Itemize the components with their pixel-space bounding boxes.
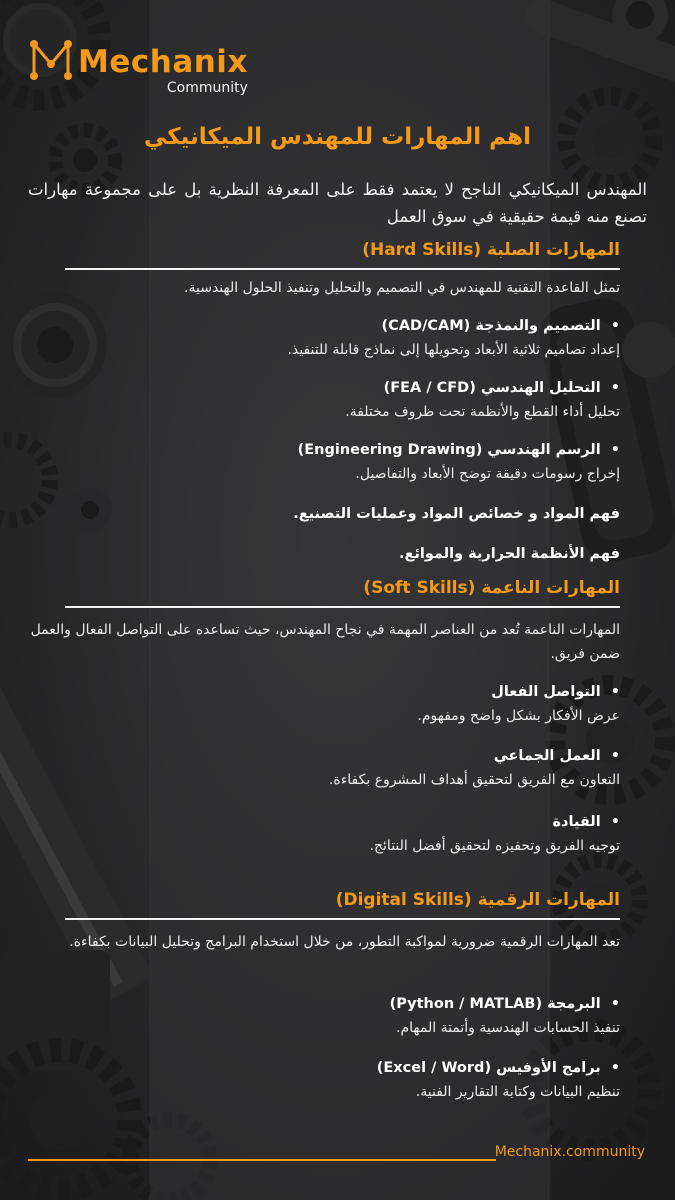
hard-item-fea-desc: تحليل أداء القطع والأنظمة تحت ظروف مختلفة. — [345, 404, 620, 420]
digital-skills-desc: تعد المهارات الرقمية ضرورية لمواكبة التطور، من خلال استخدام البرامج وتحليل البيانات بكفاءة. — [69, 934, 620, 950]
footer-divider — [28, 1159, 496, 1161]
soft-skills-divider — [65, 606, 620, 608]
soft-item-teamwork-title: العمل الجماعي — [493, 748, 601, 764]
hard-skills-divider — [65, 268, 620, 270]
digital-skills-divider — [65, 918, 620, 920]
intro-text: المهندس الميكانيكي الناجح لا يعتمد فقط على المعرفة النظرية بل على مجموعة مهارات تصنع منه قيمة حقيقية في سوق العمل — [28, 180, 647, 226]
bullet: • — [610, 814, 620, 830]
bullet: • — [610, 684, 620, 700]
digital-item-office-desc: تنظيم البيانات وكتابة التقارير الفنية. — [415, 1084, 620, 1100]
soft-item-teamwork-desc: التعاون مع الفريق لتحقيق أهداف المشروع بكفاءة. — [328, 772, 620, 788]
digital-item-programming-desc: تنفيذ الحسابات الهندسية وأتمتة المهام. — [396, 1020, 620, 1036]
digital-item-programming — [28, 996, 620, 1012]
soft-item-communication-title: التواصل الفعال — [491, 684, 601, 700]
hard-item-fea — [28, 380, 620, 396]
hard-item-cad-title: التصميم والنمذجة (CAD/CAM) — [381, 318, 601, 334]
footer-link[interactable]: Mechanix.community — [494, 1144, 645, 1160]
hard-extra-materials: فهم المواد و خصائص المواد وعمليات التصنيع. — [293, 506, 620, 522]
brand-sub: Community — [166, 80, 248, 96]
page-title: اهم المهارات للمهندس الميكانيكي — [144, 124, 531, 150]
hard-skills-desc: تمثل القاعدة التقنية للمهندس في التصميم والتحليل وتنفيذ الحلول الهندسية. — [184, 280, 620, 296]
soft-item-communication — [28, 684, 620, 700]
soft-item-teamwork — [28, 748, 620, 764]
bullet: • — [610, 380, 620, 396]
soft-item-leadership-desc: توجيه الفريق وتحفيزه لتحقيق أفضل النتائج. — [369, 838, 620, 854]
digital-skills-heading: المهارات الرقمية (Digital Skills) — [335, 890, 620, 910]
bullet: • — [610, 318, 620, 334]
hard-item-cad-desc: إعداد تصاميم ثلاثية الأبعاد وتحويلها إلى نماذج قابلة للتنفيذ. — [287, 342, 620, 358]
digital-item-office-title: برامج الأوفيس (Excel / Word) — [376, 1060, 601, 1076]
digital-item-office — [28, 1060, 620, 1076]
bullet: • — [610, 996, 620, 1012]
hard-item-drawing-title: الرسم الهندسي (Engineering Drawing) — [297, 442, 601, 458]
hard-item-drawing — [28, 442, 620, 458]
soft-item-leadership — [28, 814, 620, 830]
hard-item-cad — [28, 318, 620, 334]
soft-item-communication-desc: عرض الأفكار بشكل واضح ومفهوم. — [417, 708, 620, 724]
soft-skills-desc: المهارات الناعمة تُعد من العناصر المهمة في نجاح المهندس، حيث تساعده على التواصل الفعال والعمل ضمن فريق. — [30, 622, 620, 662]
hard-extra-thermal: فهم الأنظمة الحرارية والموائع. — [399, 546, 620, 562]
hard-item-fea-title: التحليل الهندسي (FEA / CFD) — [383, 380, 601, 396]
hard-skills-heading: المهارات الصلبة (Hard Skills) — [362, 240, 620, 260]
bullet: • — [610, 748, 620, 764]
brand-name: Mechanix — [78, 44, 248, 80]
bullet: • — [610, 1060, 620, 1076]
soft-item-leadership-title: القيادة — [552, 814, 601, 830]
hard-item-drawing-desc: إخراج رسومات دقيقة توضح الأبعاد والتفاصيل. — [355, 466, 620, 482]
soft-skills-heading: المهارات الناعمة (Soft Skills) — [363, 578, 620, 598]
bullet: • — [610, 442, 620, 458]
digital-item-programming-title: البرمجة (Python / MATLAB) — [389, 996, 601, 1012]
